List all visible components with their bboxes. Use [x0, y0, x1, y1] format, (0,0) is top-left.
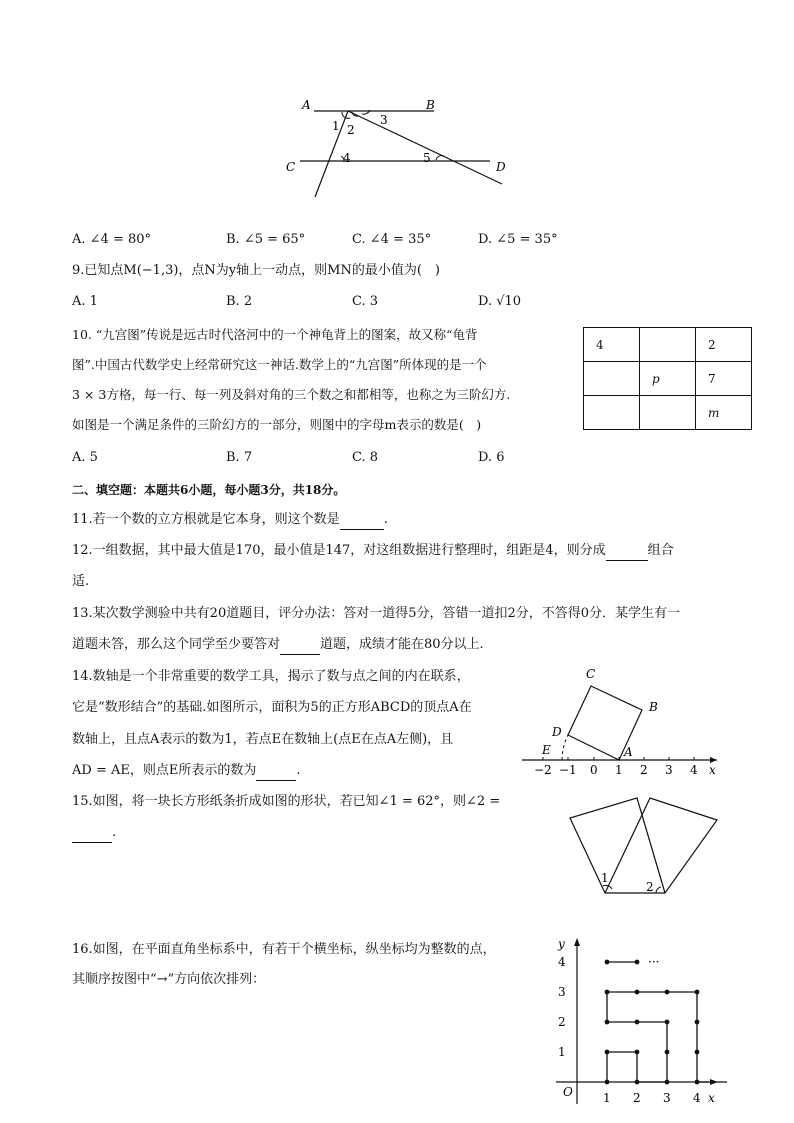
q14-text: AD = AE，则点E所表示的数为	[72, 763, 257, 778]
q13-line-1: 13.某次数学测验中共有20道题目，评分办法：答对一道得5分，答错一道扣2分，不答得0分．某学生有一	[72, 606, 681, 621]
angle-4: 4	[343, 151, 351, 165]
coordinate-path-figure	[550, 932, 730, 1110]
tick-label: 4	[690, 763, 698, 777]
label-E: E	[542, 743, 551, 757]
q16-line-2: 其顺序按图中“→”方向依次排列：	[72, 972, 266, 987]
grid-cell: 7	[696, 362, 752, 396]
x-tick-label: 1	[603, 1091, 611, 1105]
label-A: A	[302, 98, 311, 112]
q8-option-b: B. ∠5 = 65°	[226, 232, 306, 247]
q9-option-d: D. √10	[478, 294, 522, 309]
q11	[72, 511, 388, 530]
angle-2: 2	[347, 123, 355, 137]
q9-stem: 9.已知点M(−1,3)，点N为y轴上一动点，则MN的最小值为( )	[72, 263, 440, 278]
label-D: D	[552, 725, 562, 739]
continuation-dots: ···	[648, 955, 660, 969]
q8-option-d: D. ∠5 = 35°	[478, 232, 558, 247]
answer-blank[interactable]	[340, 511, 384, 530]
q14-line-2: 它是“数形结合”的基础.如图所示，面积为5的正方形ABCD的顶点A在	[72, 700, 472, 715]
origin-label: O	[563, 1085, 573, 1099]
axis-y-label: y	[558, 937, 565, 951]
axis-x-label: x	[709, 763, 716, 777]
label-B: B	[649, 700, 658, 714]
label-B: B	[426, 98, 435, 112]
answer-blank[interactable]	[280, 636, 320, 655]
q10-line-2: 图”.中国古代数学史上经常研究这一神话.数学上的“九宫图”所体现的是一个	[72, 357, 487, 372]
q10-line-4: 如图是一个满足条件的三阶幻方的一部分，则图中的字母m表示的数是( )	[72, 417, 482, 432]
answer-blank[interactable]	[606, 542, 648, 561]
tick-label: −1	[559, 763, 577, 777]
q14-line-3: 数轴上，且点A表示的数为1，若点E在数轴上(点E在点A左侧)，且	[72, 732, 454, 747]
grid-cell: 4	[584, 328, 640, 362]
q12-text: 12.一组数据，其中最大值是170，最小值是147，对这组数据进行整理时，组距是4，则分成	[72, 543, 606, 558]
q15-line-2	[72, 824, 116, 843]
q12-tail: 组合	[647, 543, 674, 558]
label-A: A	[624, 745, 633, 759]
section-heading: 二、填空题：本题共6小题，每小题3分，共18分。	[72, 483, 346, 497]
q14-line-1: 14.数轴是一个非常重要的数学工具，揭示了数与点之间的内在联系，	[72, 669, 470, 684]
grid-cell: p	[640, 362, 696, 396]
tick-label: 0	[590, 763, 598, 777]
magic-square-grid	[583, 327, 752, 430]
angle-2: 2	[646, 880, 654, 894]
angle-5: 5	[423, 151, 431, 165]
grid-cell: 2	[696, 328, 752, 362]
q14-line-4	[72, 762, 300, 781]
q16-line-1: 16.如图，在平面直角坐标系中，有若干个横坐标，纵坐标均为整数的点，	[72, 942, 496, 957]
q11-text: 11.若一个数的立方根就是它本身，则这个数是	[72, 512, 340, 527]
angle-1: 1	[332, 119, 340, 133]
x-tick-label: 3	[663, 1091, 671, 1105]
q9-option-c: C. 3	[352, 294, 379, 309]
x-tick-label: 2	[633, 1091, 641, 1105]
axis-x-label: x	[708, 1091, 715, 1105]
y-tick-label: 2	[558, 1015, 566, 1029]
q12-line-2: 适.	[72, 574, 90, 589]
q9-option-b: B. 2	[226, 294, 253, 309]
grid-cell	[640, 328, 696, 362]
q13-text: 道题未答，那么这个同学至少要答对	[72, 637, 281, 652]
label-C: C	[586, 667, 596, 681]
q10-line-3: 3 × 3方格，每一行、每一列及斜对角的三个数之和都相等，也称之为三阶幻方.	[72, 387, 511, 402]
q10-option-c: C. 8	[352, 450, 379, 465]
q13-tail: 道题，成绩才能在80分以上.	[320, 637, 484, 652]
tick-label: −2	[534, 763, 552, 777]
y-tick-label: 4	[558, 955, 566, 969]
grid-cell	[584, 396, 640, 430]
y-tick-label: 3	[558, 985, 566, 999]
number-line-square-figure	[520, 662, 725, 777]
angle-3: 3	[380, 113, 388, 127]
grid-cell	[640, 396, 696, 430]
y-tick-label: 1	[558, 1045, 566, 1059]
q15-line-1: 15.如图，将一块长方形纸条折成如图的形状，若已知∠1 = 62°，则∠2 =	[72, 794, 501, 809]
answer-blank[interactable]	[256, 762, 296, 781]
folded-strip-figure	[565, 790, 725, 900]
q9-option-a: A. 1	[72, 294, 98, 309]
label-C: C	[286, 160, 296, 174]
grid-cell: m	[696, 396, 752, 430]
q8-option-c: C. ∠4 = 35°	[352, 232, 432, 247]
q10-option-a: A. 5	[72, 450, 98, 465]
parallel-lines-figure	[280, 92, 520, 202]
q8-option-a: A. ∠4 = 80°	[72, 232, 152, 247]
q10-option-b: B. 7	[226, 450, 253, 465]
grid-cell	[584, 362, 640, 396]
tick-label: 2	[640, 763, 648, 777]
tick-label: 3	[665, 763, 673, 777]
q10-option-d: D. 6	[478, 450, 505, 465]
period: .	[296, 763, 301, 778]
period: .	[112, 825, 117, 840]
q13-line-2	[72, 636, 484, 655]
period: .	[383, 512, 388, 527]
angle-1: 1	[601, 871, 609, 885]
x-tick-label: 4	[693, 1091, 701, 1105]
answer-blank[interactable]	[72, 824, 112, 843]
label-D: D	[496, 160, 506, 174]
q12-line-1	[72, 542, 674, 561]
q10-line-1: 10. “九宫图”传说是远古时代洛河中的一个神龟背上的图案，故又称“龟背	[72, 327, 478, 342]
tick-label: 1	[615, 763, 623, 777]
